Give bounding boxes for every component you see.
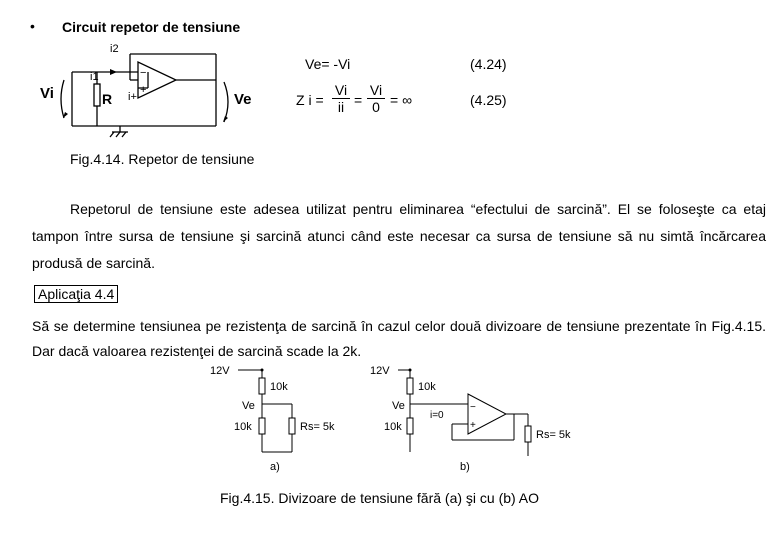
eq-4-24: Ve= -Vi [305,56,351,72]
r-top-a: 10k [270,381,288,393]
r-bottom-b: 10k [384,421,402,433]
frac2-denominator: 0 [367,98,385,115]
divider-b-diagram [360,360,590,475]
supply-b: 12V [370,365,390,377]
supply-a: 12V [210,365,230,377]
r-top-b: 10k [418,381,436,393]
r-bottom-a: 10k [234,421,252,433]
eq-4-25-number: (4.25) [470,92,507,108]
label-plus: + [140,84,147,96]
eq-4-25-frac1 [332,82,350,115]
paragraph-voltage-follower: Repetorul de tensiune este adesea utilizat pentru eliminarea “efectului de sarcină”. El se foloseşte ca etaj tampon între sursa de tensiune şi sarcină atunci când este necesar ca sursa de tensiune să nu simtă încărcarea produsă de sarcină. [32,201,766,271]
opamp-minus-b: − [470,402,476,413]
label-i-plus: i+ [128,91,137,103]
application-text: Să se determine tensiunea pe rezistenţa de sarcină în cazul celor două divizoare de tensiune prezentate în Fig.4.15. Dar dacă valoarea rezistenţei de sarcină scade la 2k. [32,318,766,359]
divider-a-diagram [200,360,360,475]
frac1-denominator: ii [332,98,350,115]
frac1-numerator: Vi [334,82,348,98]
r-load-b: Rs= 5k [536,429,571,441]
tag-b: b) [460,461,470,473]
node-a: Ve [242,400,255,412]
frac2-numerator: Vi [369,82,383,98]
eq-4-25-lhs: Z i = [296,92,324,108]
eq-4-25-frac2 [367,82,385,115]
label-ve: Ve [234,91,252,108]
application-label: Aplicaţia 4.4 [34,285,118,303]
opamp-plus-b: + [470,420,476,431]
label-minus: − [140,67,147,79]
r-load-a: Rs= 5k [300,421,335,433]
bullet: • [30,18,35,34]
label-i2: i2 [110,43,119,55]
fig-4-15-caption: Fig.4.15. Divizoare de tensiune fără (a) şi cu (b) AO [220,490,540,506]
voltage-follower-diagram [30,40,260,140]
label-r: R [102,91,113,107]
eq-4-25-rhs: = ∞ [390,92,413,108]
node-b: Ve [392,400,405,412]
eq-4-25-eq: = [354,92,363,108]
label-i1: i1 [90,71,99,83]
tag-a: a) [270,461,280,473]
section-title: Circuit repetor de tensiune [62,19,241,35]
fig-4-14-caption: Fig.4.14. Repetor de tensiune [70,151,255,167]
current-b: i=0 [430,410,444,421]
eq-4-24-number: (4.24) [470,56,507,72]
label-vi: Vi [40,85,54,102]
